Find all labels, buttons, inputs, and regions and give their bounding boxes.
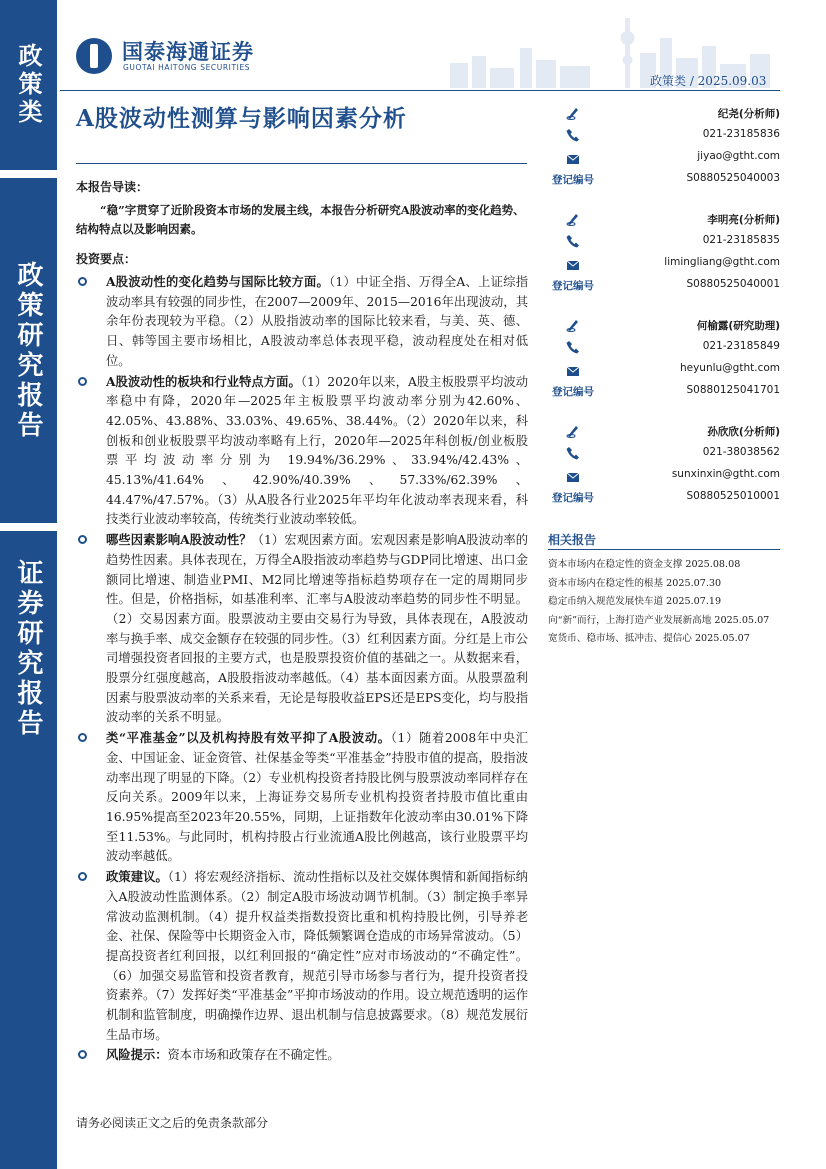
point-stabilization xyxy=(76,728,528,867)
point-text: 资本市场和政策存在不确定性。 xyxy=(167,1048,340,1063)
registration-label: 登记编号 xyxy=(552,492,594,504)
company-logo-icon xyxy=(76,38,112,74)
analyst-card xyxy=(548,316,780,422)
registration-number: S0880525040003 xyxy=(686,172,780,184)
related-reports-list xyxy=(548,557,780,650)
analyst-name: 何榆露(研究助理) xyxy=(696,320,780,332)
registration-label: 登记编号 xyxy=(552,280,594,292)
pen-icon xyxy=(566,424,580,438)
related-report-link[interactable]: 资本市场内在稳定性的根基 2025.07.30 xyxy=(548,577,722,589)
sidebar-report-type: 政策研究报告 xyxy=(0,178,57,523)
point-trend xyxy=(76,272,528,372)
pen-icon xyxy=(566,106,580,120)
point-lead: A股波动性的变化趋势与国际比较方面。 xyxy=(106,274,330,289)
report-title: A股波动性测算与影响因素分析 xyxy=(76,105,407,132)
point-sector xyxy=(76,372,528,531)
analyst-card xyxy=(548,210,780,316)
point-lead: 风险提示： xyxy=(106,1047,168,1063)
related-report-link[interactable]: 向“新”而行，上海打造产业发展新高地 2025.05.07 xyxy=(548,614,770,626)
registration-label: 登记编号 xyxy=(552,386,594,398)
analyst-phone: 021-23185835 xyxy=(702,234,780,246)
points-list xyxy=(76,272,528,1066)
guide-heading: 本报告导读： xyxy=(76,180,149,194)
analyst-email[interactable]: sunxinxin@gtht.com xyxy=(671,468,780,480)
category-date: 政策类 / 2025.09.03 xyxy=(650,74,767,88)
email-icon xyxy=(566,258,580,272)
bullet-icon xyxy=(78,277,87,286)
point-policy xyxy=(76,867,528,1045)
registration-number: S0880125041701 xyxy=(686,384,780,396)
related-reports-heading: 相关报告 xyxy=(548,533,597,547)
analyst-phone: 021-23185836 xyxy=(702,128,780,140)
phone-icon xyxy=(566,234,580,248)
point-lead: A股波动性的板块和行业特点方面。 xyxy=(106,373,301,389)
bullet-icon xyxy=(78,1050,87,1059)
analyst-card xyxy=(548,104,780,210)
bullet-icon xyxy=(78,377,87,386)
company-name: 国泰海通证券 xyxy=(122,40,254,64)
point-lead: 类“平准基金”以及机构持股有效平抑了A股波动。 xyxy=(106,730,391,746)
sidebar-category: 政策类 xyxy=(0,0,57,170)
analyst-card xyxy=(548,422,780,528)
point-text: （1）宏观因素方面。宏观因素是影响A股波动率的趋势性因素。具体表现在，万得全A股指波动率趋势与GDP同比增速、出口金额同比增速、制造业PMI、M2同比增速等指标趋势项存在一定的周期同步性。但是，价格指标，如基准利率、汇率与A股波动率趋势的同步性不明显。（2）交易因素方面。股票波动主要由交易行为导致，具体表现在，A股波动率与换手率、成交金额存在较强的同步性。（3）红利因素方面。分红是上市公司增强投资者回报的主要方式，也是股票投资价值的基础之一。从数据来看，股票分红强度越高，A股股指波动率越低。（4）基本面因素方面。从股票盈利因素与股票波动率的关系来看，无论是每股收益EPS还是EPS变化，均与股指波动率的关系不明显。 xyxy=(106,533,528,725)
pen-icon xyxy=(566,318,580,332)
registration-number: S0880525040001 xyxy=(686,278,780,290)
phone-icon xyxy=(566,446,580,460)
registration-number: S0880525010001 xyxy=(686,490,780,502)
pen-icon xyxy=(566,212,580,226)
related-report-link[interactable]: 宽货币、稳市场、抵冲击、提信心 2025.05.07 xyxy=(548,633,750,644)
points-heading: 投资要点： xyxy=(76,252,137,266)
point-text: （1）随着2008年中央汇金、中国证金、证金资管、社保基金等类“平准基金”持股市值的提高，股指波动率出现了明显的下降。（2）专业机构投资者持股比例与股票波动率同样存在反向关系。2009年以来，上海证券交易所专业机构投资者持股市值比重由16.95%提高至2023年20.55%，同期，上证指数年化波动率由30.01%下降至11.53%。与此同时，机构持股占行业流通A股比例越高，该行业股票平均波动率越低。 xyxy=(106,731,528,864)
related-report-link[interactable]: 资本市场内在稳定性的资金支撑 2025.08.08 xyxy=(548,559,741,570)
email-icon xyxy=(566,364,580,378)
analyst-email[interactable]: limingliang@gtht.com xyxy=(664,256,780,268)
analyst-email[interactable]: jiyao@gtht.com xyxy=(697,150,780,162)
point-text: （1）2020年以来，A股主板股票平均波动率稳中有降，2020年—2025年主板股票平均波动率分别为42.60%、42.05%、43.88%、33.03%、49.65%、38.44%。（2）2020年以来，科创板和创业板股票平均波动率略有上行，2020年—2025年科创板/创业板股票平均波动率分别为 19.94%/36.29%、33.94%/42.43%、45.13%/41.64%、42.90%/40.39%、57.33%/62.39%、44.47%/47.57%。（3）从A股各行业2025年平均年化波动率表现来看，科技类行业波动率较高，传统类行业波动率较低。 xyxy=(106,374,529,527)
email-icon xyxy=(566,152,580,166)
company-name-en: GUOTAI HAITONG SECURITIES xyxy=(123,63,251,72)
email-icon xyxy=(566,470,580,484)
analyst-phone: 021-23185849 xyxy=(702,340,780,352)
bullet-icon xyxy=(78,733,87,742)
registration-label: 登记编号 xyxy=(552,174,594,186)
point-factors xyxy=(76,530,528,728)
point-lead: 政策建议。 xyxy=(106,869,168,885)
phone-icon xyxy=(566,128,580,142)
point-lead: 哪些因素影响A股波动性？ xyxy=(106,532,252,548)
phone-icon xyxy=(566,340,580,354)
point-risk xyxy=(76,1045,528,1066)
analyst-email[interactable]: heyunlu@gtht.com xyxy=(679,362,780,374)
guide-text: “稳”字贯穿了近阶段资本市场的发展主线，本报告分析研究A股波动率的变化趋势、结构特点以及影响因素。 xyxy=(76,203,525,236)
title-divider xyxy=(76,163,527,164)
sidebar-report-kind: 证券研究报告 xyxy=(0,531,57,1169)
point-text: （1）中证全指、万得全A、上证综指波动率具有较强的同步性，在2007—2009年、2015—2016年出现波动，其余年份表现较为平稳。（2）从股指波动率的国际比较来看，与美、英、德、日、韩等国主要市场相比，A股波动率总体表现平稳，波动程度处在相对低位。 xyxy=(106,275,528,368)
point-text: （1）将宏观经济指标、流动性指标以及社交媒体舆情和新闻指标纳入A股波动性监测体系。（2）制定A股市场波动调节机制。（3）制定换手率异常波动监测机制。（4）提升权益类指数投资比重和机构持股比例，引导养老金、社保、保险等中长期资金入市，降低频繁调仓造成的市场异常波动。（5）提高投资者红利回报，以红利回报的“确定性”应对市场波动的“不确定性”。（6）加强交易监管和投资者教育，规范引导市场参与者行为，提升投资者投资素养。（7）发挥好类“平准基金”平抑市场波动的作用。设立规范透明的运作机制和监管制度，明确操作边界、退出机制与信息披露要求。（8）规范发展衍生品市场。 xyxy=(106,870,528,1042)
bullet-icon xyxy=(78,872,87,881)
related-divider xyxy=(548,549,780,550)
header-divider xyxy=(60,90,780,91)
analyst-phone: 021-38038562 xyxy=(702,446,780,458)
related-report-link[interactable]: 稳定币纳入规范发展快车道 2025.07.19 xyxy=(548,596,722,607)
disclaimer-footer: 请务必阅读正文之后的免责条款部分 xyxy=(76,1116,269,1130)
analyst-name: 纪尧(分析师) xyxy=(717,108,780,120)
bullet-icon xyxy=(78,535,87,544)
analyst-list xyxy=(548,104,780,528)
analyst-name: 孙欣欣(分析师) xyxy=(707,426,780,438)
analyst-name: 李明亮(分析师) xyxy=(707,214,780,226)
